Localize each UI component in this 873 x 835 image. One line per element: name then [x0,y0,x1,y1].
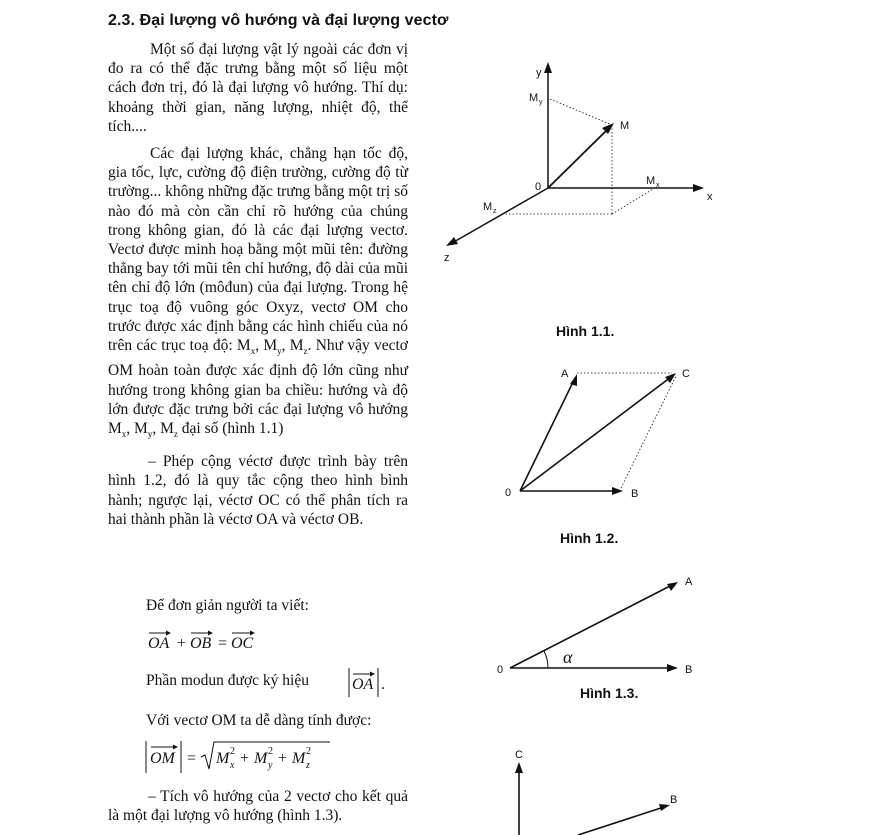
vector-4-oc-arrowhead [515,762,523,773]
vector-oa-arrowhead [570,374,577,386]
svg-text:OC: OC [231,635,254,652]
svg-text:y: y [268,760,273,771]
svg-text:+: + [240,750,250,767]
paragraph-scalar-quantities: Một số đại lượng vật lý ngoài các đơn vị đo ra có thể đặc trưng bằng một số liệu một cách đơn trị, đó là đại lượng vô hướng. Thí dụ: khoảng thời gian, năng lượng, nhiệt độ, thể tích.... [108,41,408,135]
angle-arc [544,651,548,668]
paragraph-dot-product-text: – Tích vô hướng của 2 vectơ cho kết quả là một đại lượng vô hướng (hình 1.3). [108,788,408,825]
label-b-3: B [685,664,693,676]
svg-text:.: . [381,676,385,693]
label-c: C [682,368,690,380]
vector-4-ob-arrowhead [659,804,670,811]
axis-z-arrowhead [446,237,458,246]
vector-3-oa [510,585,672,668]
label-mx-sub: x [656,182,660,189]
svg-text:2: 2 [268,746,273,757]
axis-z [452,188,548,243]
paragraph-notation: Để đơn giản người ta viết: [146,597,309,614]
vector-oc-arrowhead [665,373,676,383]
paragraph-vector-addition: – Phép cộng véctơ được trình bày trên hình 1.2, đó là quy tắc cộng theo hình bình hành; ngược lại, véctơ OC có thể phân tích ra hai thành phần là véctơ OA và véctơ OB. [108,453,408,528]
svg-text:+: + [177,635,187,652]
section-heading: 2.3. Đại lượng vô hướng và đại lượng vectơ [108,12,449,29]
figure-1-3 [510,582,678,672]
label-b-4: B [670,794,678,806]
figure-1-1-labels [444,67,713,264]
label-a: A [561,368,569,380]
svg-text:+: + [278,750,288,767]
figure-1-4 [515,762,670,835]
paragraph-vector-part3: đại số (hình 1.1) [177,419,284,437]
svg-text:2: 2 [306,746,311,757]
svg-text:OA: OA [352,676,374,693]
svg-text:z: z [306,760,310,771]
figure-1-3-labels [497,576,693,676]
vector-ob-arrowhead [612,487,623,495]
axis-x-arrowhead [693,184,704,192]
vector-3-ob-arrowhead [667,664,678,672]
vector-oc [520,377,671,491]
label-mz: M [483,201,493,213]
vector-oa [520,380,574,491]
caption-figure-1-2: Hình 1.2. [560,530,619,546]
vector-4-ob [578,807,664,835]
caption-figure-1-3: Hình 1.3. [580,685,639,701]
label-my: M [529,92,539,104]
vector-om [548,128,609,188]
svg-text:x: x [230,760,235,771]
label-x: x [707,191,713,203]
figure-1-2-labels [505,368,690,500]
figure-1-2 [520,373,676,495]
axis-y-arrowhead [544,62,552,73]
label-z: z [444,252,450,264]
paragraph-vector-part1: Các đại lượng khác, chẳng hạn tốc độ, gia tốc, lực, cường độ điện trường, cường độ từ trường... không những đặc trưng bằng một trị số nào đó mà còn cần chỉ rõ hướng của chúng trong không gian, đó là các đại lượng vectơ. Vectơ được minh hoạ bằng một mũi tên: đường thẳng bay tới mũi tên chỉ hướng, độ dài của mũi tên chỉ độ lớn (môđun) của đại lượng. Trong hệ trục toạ độ vuông góc Oxyz, vectơ OM cho trước được xác định bằng các hình chiếu của nó trên các trục toạ độ: [108,145,408,355]
vector-3-oa-arrowhead [667,582,678,591]
label-origin: 0 [535,181,542,193]
svg-text:=: = [218,635,228,652]
figure-1-4-labels [515,749,677,806]
label-m: M [620,120,630,132]
label-alpha: α [563,647,573,667]
svg-text:M: M [216,750,230,767]
label-b: B [631,488,639,500]
label-origin-3: 0 [497,664,504,676]
svg-text:OB: OB [190,635,212,652]
paragraph-vector-part2: Như vậy vectơ OM hoàn toàn được xác định độ lớn cũng như hướng trong không gian ba chiều: hướng và độ lớn được đặc trưng bởi các đại lượng vô hướng [108,337,408,418]
caption-figure-1-1: Hình 1.1. [556,323,615,339]
label-mx: M [646,175,656,187]
label-mz-sub: z [493,208,497,215]
label-y: y [536,67,542,79]
label-a-3: A [685,576,693,588]
svg-text:OM: OM [150,750,175,767]
label-my-sub: y [539,99,543,106]
label-origin-2: 0 [505,487,512,499]
svg-text:OA: OA [148,635,170,652]
paragraph-modulus-notation: Phần modun được ký hiệu [146,672,309,689]
parallelogram-dashes [577,373,676,488]
svg-text:M: M [254,750,268,767]
svg-text:=: = [187,750,197,767]
label-c-4: C [515,749,523,761]
svg-text:M: M [292,750,306,767]
paragraph-vector-quantities: Các đại lượng khác, chẳng hạn tốc độ, gia tốc, lực, cường độ điện trường, cường độ từ trường... không những đặc trưng bằng một trị số nào đó mà còn cần chỉ rõ hướng của chúng trong không gian, đó là các đại lượng vectơ. Vectơ được minh hoạ bằng một mũi tên: đường thẳng bay tới mũi tên chỉ hướng, độ dài của mũi tên chỉ độ lớn (môđun) của đại lượng. Trong hệ trục toạ độ vuông góc Oxyz, vectơ OM cho trước được xác định bằng các hình chiếu của nó trên các trục toạ độ: $M_x$, $M_y$, $M_z$. Như vậy vectơ OM hoàn toàn được xác định độ lớn cũng như hướng trong không gian ba chiều: hướng và độ lớn được đặc trưng bởi các đại lượng vô hướng $M_x$, $M_y$, $M_z$ đại số (hình 1.1) [108,145,408,440]
paragraph-om-calc: Với vectơ OM ta dễ dàng tính được: [146,712,372,729]
svg-text:2: 2 [230,746,235,757]
figure-1-1 [446,62,704,246]
